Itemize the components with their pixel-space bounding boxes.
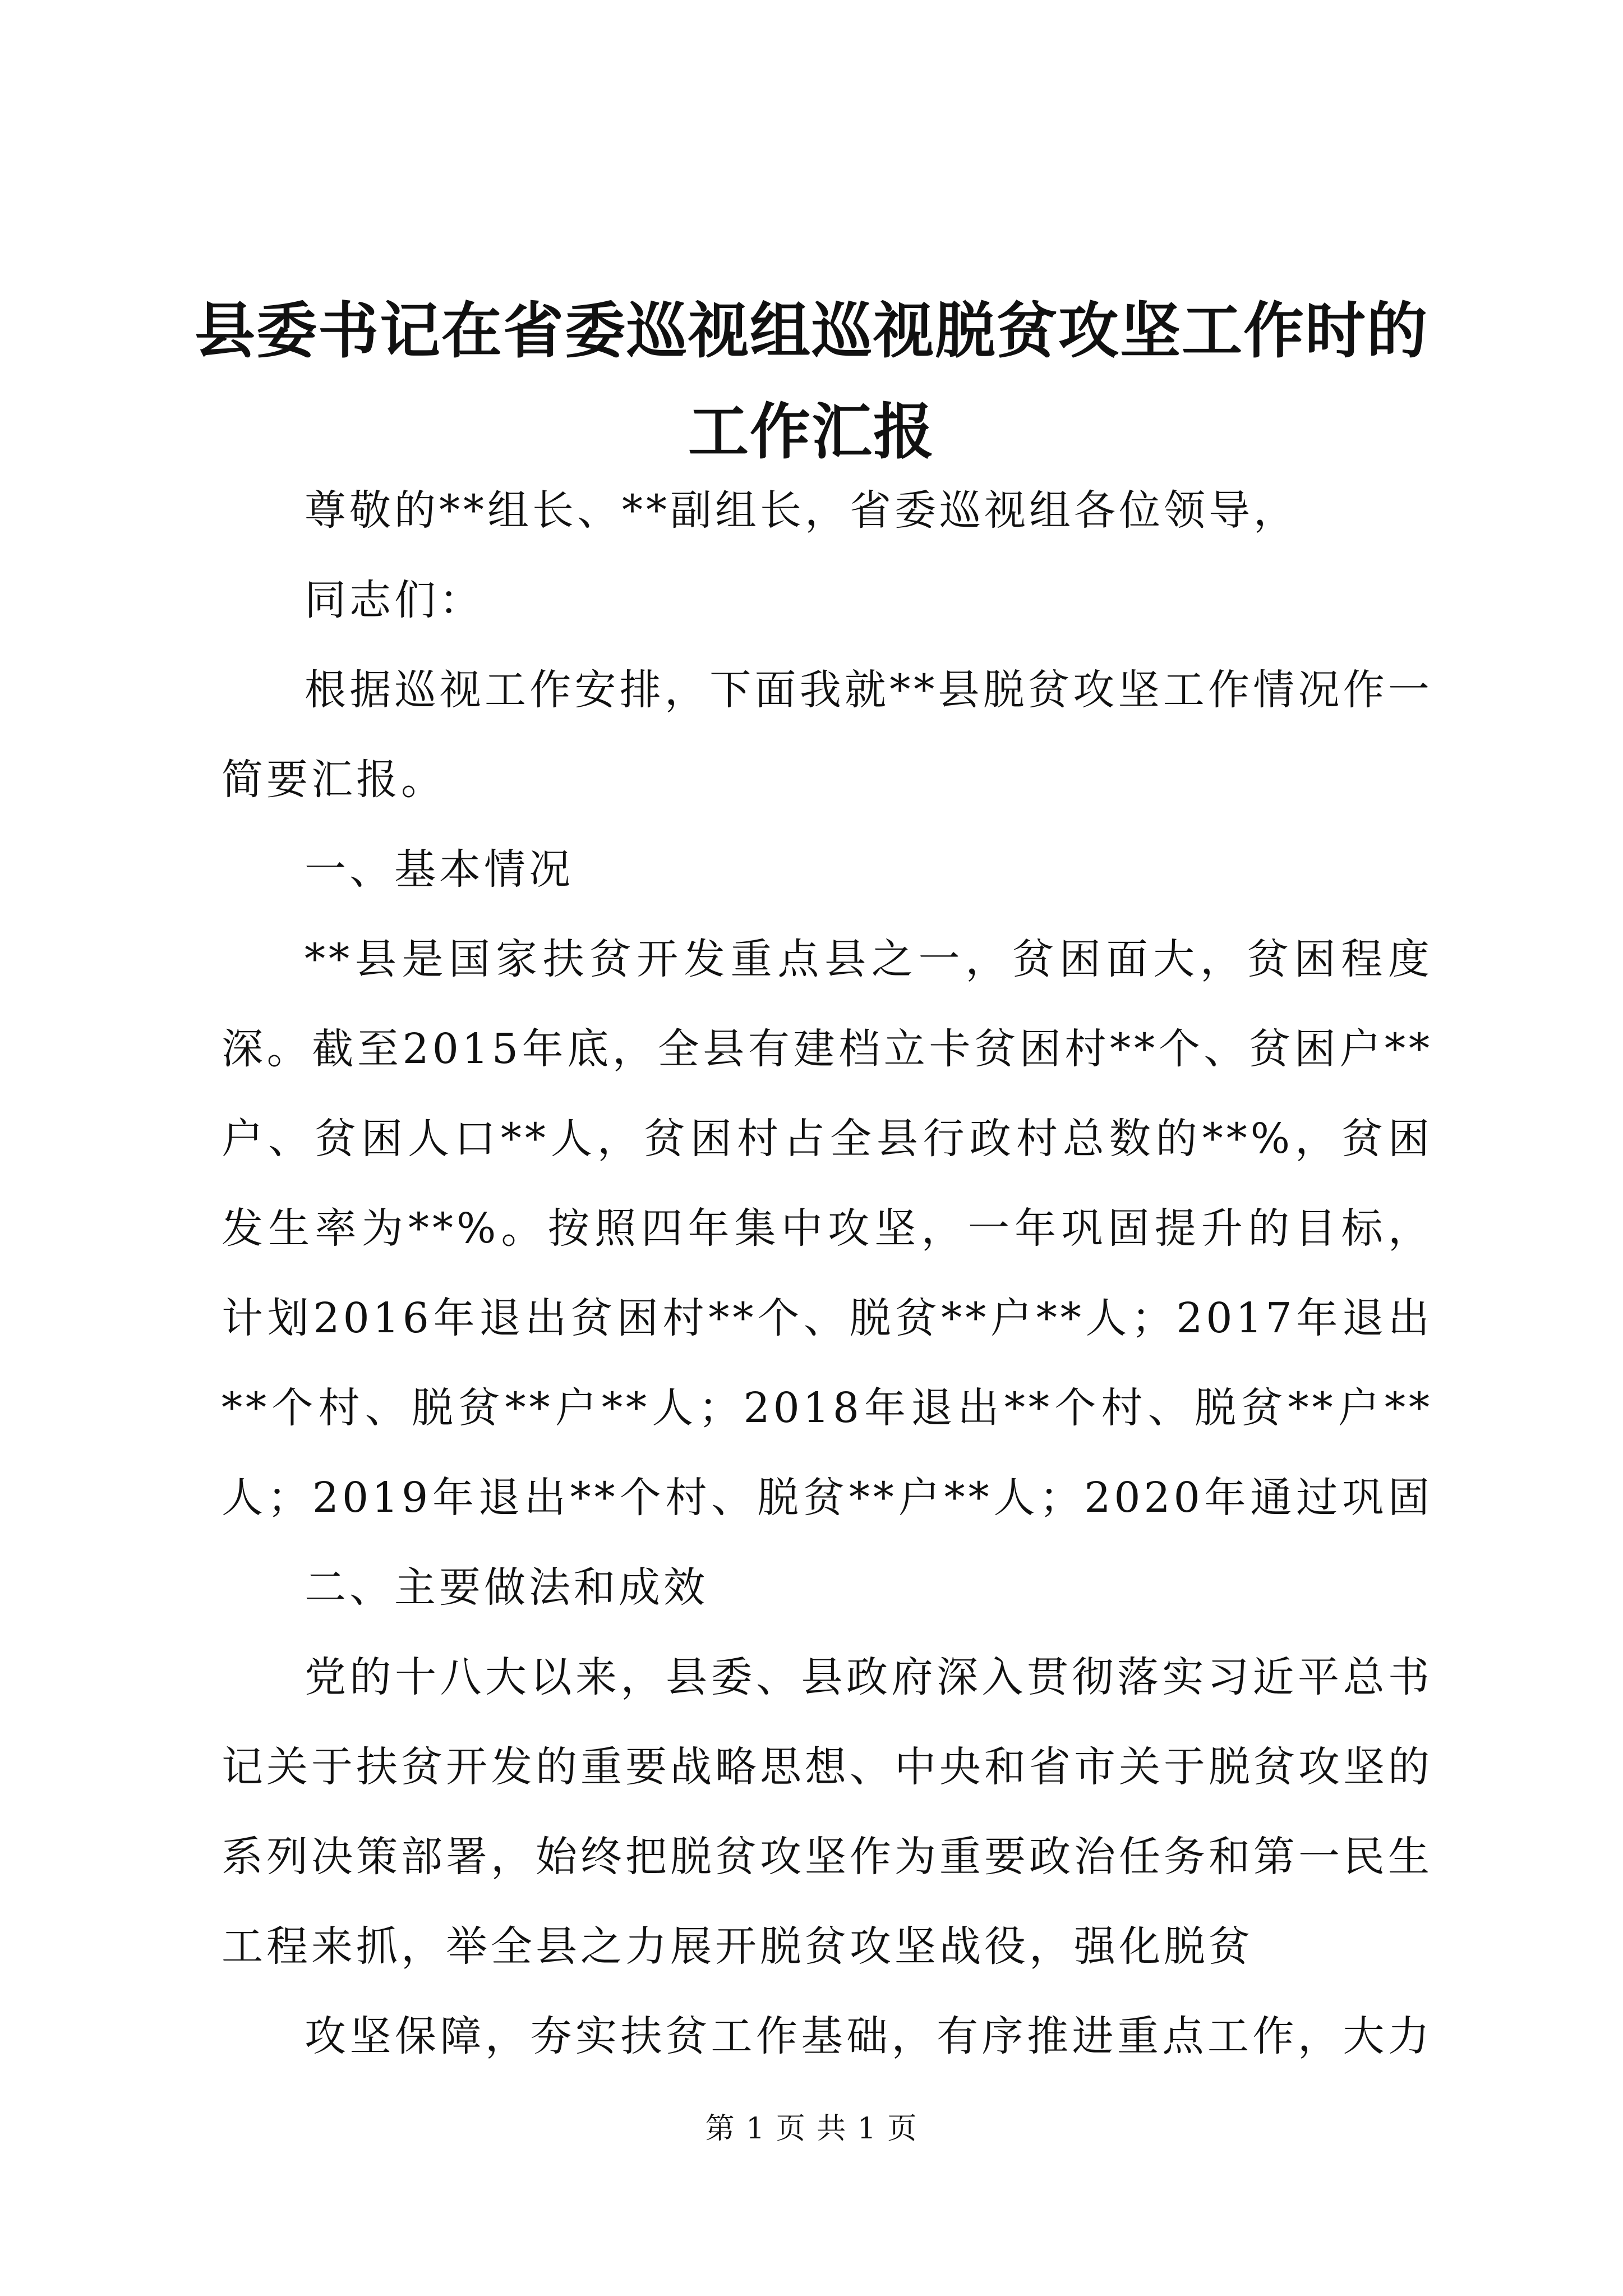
section-heading-practices: 二、主要做法和成效 xyxy=(305,1563,708,1612)
practices-continued-paragraph: 攻坚保障，夯实扶贫工作基础，有序推进重点工作，大力 xyxy=(305,2012,1433,2060)
intro-paragraph: 根据巡视工作安排，下面我就**县脱贫攻坚工作情况作一简要汇报。 xyxy=(222,666,1433,804)
page-footer: 第 1 页 共 1 页 xyxy=(705,2112,918,2146)
title-line-2: 工作汇报 xyxy=(688,397,935,467)
section-heading-basic: 一、基本情况 xyxy=(305,845,574,894)
document-body xyxy=(222,466,1433,2081)
basic-situation-paragraph: **县是国家扶贫开发重点县之一，贫困面大，贫困程度深。截至2015年底，全县有建档立卡贫困村**个、贫困户**户、贫困人口**人，贫困村占全县行政村总数的**%，贫困发生率为**%。按照四年集中攻坚，一年巩固提升的目标，计划2016年退出贫困村**个、脱贫**户**人；2017年退出**个村、脱贫**户**人；2018年退出**个村、脱贫**户**人；2019年退出**个村、脱贫**户**人；2020年通过巩固 xyxy=(222,935,1433,1522)
title-line-1: 县委书记在省委巡视组巡视脱贫攻坚工作时的 xyxy=(194,296,1428,366)
salutation-comrades: 同志们： xyxy=(305,576,484,624)
practices-paragraph: 党的十八大以来，县委、县政府深入贯彻落实习近平总书记关于扶贫开发的重要战略思想、中央和省市关于脱贫攻坚的系列决策部署，始终把脱贫攻坚作为重要政治任务和第一民生工程来抓，举全县之力展开脱贫攻坚战役，强化脱贫 xyxy=(222,1653,1433,1971)
document-title xyxy=(168,280,1455,482)
salutation: 尊敬的**组长、**副组长，省委巡视组各位领导， xyxy=(305,486,1298,535)
